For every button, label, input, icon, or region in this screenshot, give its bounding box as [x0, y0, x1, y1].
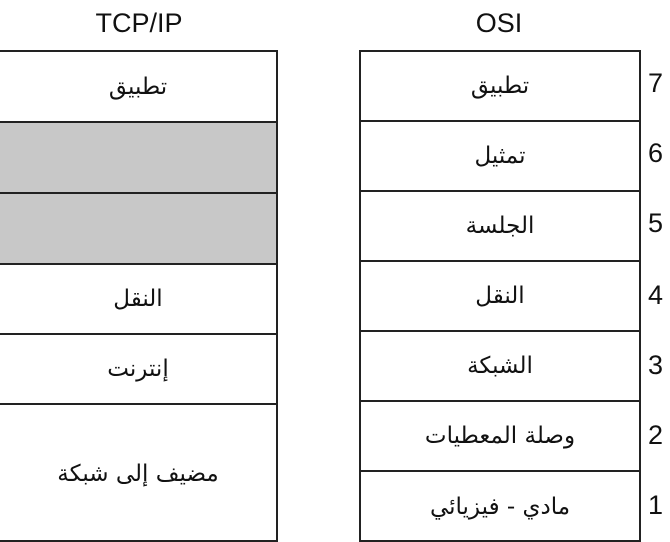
tcp-ip-layer-empty	[0, 123, 276, 194]
osi-layer-session	[361, 192, 639, 262]
layer-label: وصلة المعطيات	[424, 423, 576, 449]
osi-layer-transport	[361, 262, 639, 332]
layer-label: مضيف إلى شبكة	[57, 460, 219, 487]
layer-label: تطبيق	[470, 73, 530, 99]
layer-number: 7	[648, 68, 664, 98]
tcp-ip-layer-internet	[0, 335, 276, 405]
layer-label: إنترنت	[107, 356, 169, 382]
osi-title: OSI	[475, 8, 523, 38]
layer-label: تطبيق	[108, 73, 168, 100]
layer-label: تمثيل	[474, 143, 526, 169]
layer-number: 5	[648, 208, 664, 238]
tcp-ip-stack	[0, 50, 278, 542]
osi-layer-data-link	[361, 402, 639, 472]
layer-number: 1	[648, 490, 664, 520]
tcp-ip-layer-host-to-network	[0, 405, 276, 542]
layer-label: مادي - فيزيائي	[429, 494, 571, 520]
tcp-ip-title: TCP/IP	[95, 8, 183, 38]
osi-layer-physical	[361, 472, 639, 542]
layer-number: 6	[648, 138, 664, 168]
tcp-ip-layer-transport	[0, 265, 276, 335]
osi-layer-application	[361, 52, 639, 122]
layer-number: 4	[648, 280, 664, 310]
layer-label: النقل	[113, 286, 163, 312]
layer-label: النقل	[475, 283, 525, 309]
osi-layer-network	[361, 332, 639, 402]
osi-stack	[359, 50, 641, 542]
layer-label: الشبكة	[467, 353, 533, 379]
tcp-ip-layer-empty	[0, 194, 276, 265]
tcp-ip-layer-application	[0, 52, 276, 123]
osi-layer-presentation	[361, 122, 639, 192]
layer-number: 2	[648, 420, 664, 450]
layer-label: الجلسة	[465, 213, 535, 239]
layer-number: 3	[648, 350, 664, 380]
